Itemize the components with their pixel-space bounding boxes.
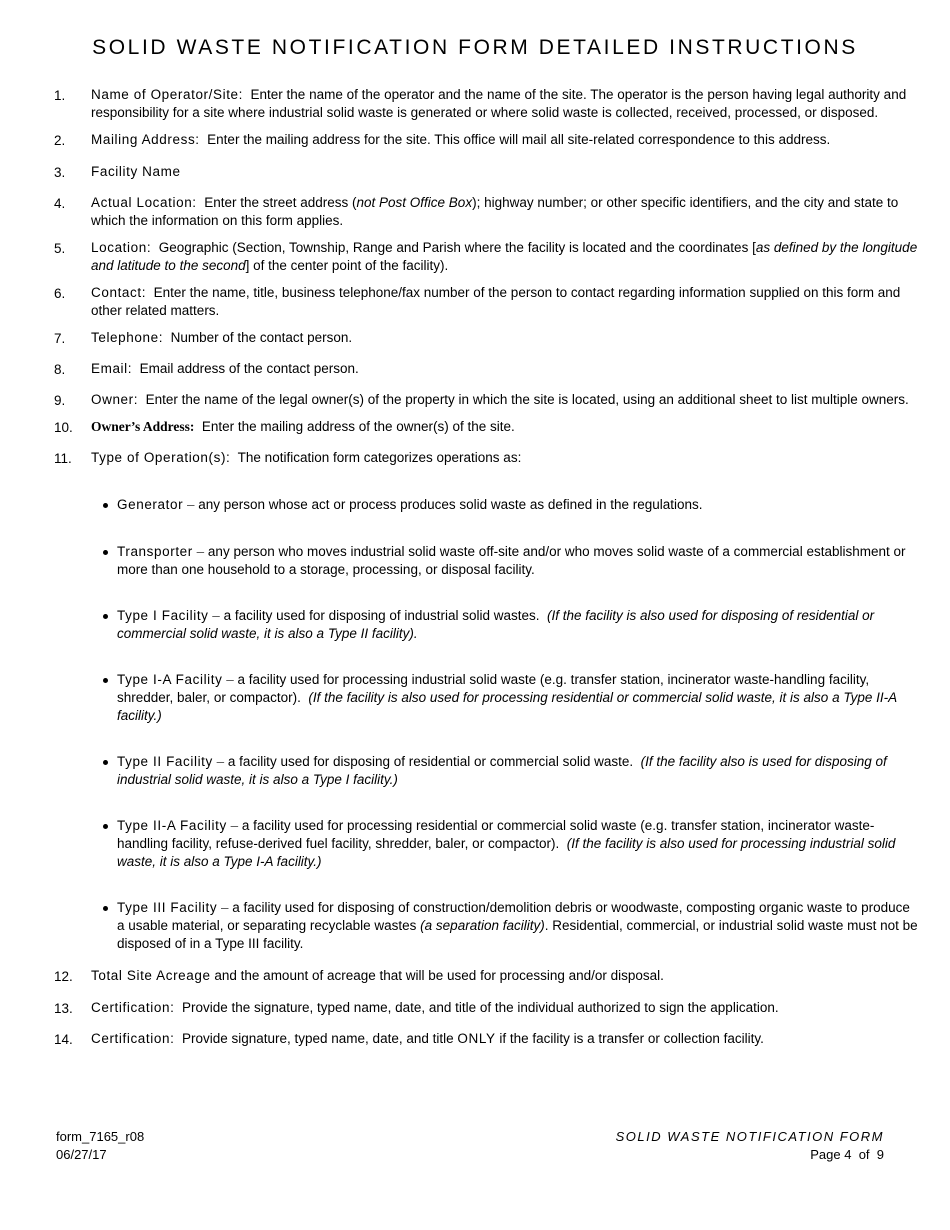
list-item xyxy=(91,817,920,871)
list-item xyxy=(54,999,920,1017)
operation-text: a facility used for disposing of construction/demolition debris or woodwaste, composting organic waste to produce a usable material, or separating recyclable wastes xyxy=(117,900,910,933)
operation-text-italic: (a separation facility) xyxy=(420,918,545,933)
item-label: Email: xyxy=(91,361,133,376)
item-text: Enter the mailing address of the owner(s) of the site. xyxy=(201,419,515,434)
item-number: 8. xyxy=(54,362,66,377)
operation-text: a facility used for disposing of residential or commercial solid waste. xyxy=(227,754,634,769)
item-text: Enter the mailing address for the site. This office will mail all site-related correspondence to this address. xyxy=(207,132,831,147)
form-date: 06/27/17 xyxy=(56,1147,107,1162)
list-item xyxy=(54,131,920,149)
item-text-italic: not Post Office Box xyxy=(356,195,473,210)
operation-text-italic: (If the facility is also used for processing residential or commercial solid waste, it is also a Type II-A facility.) xyxy=(117,690,897,723)
operation-text: any person whose act or process produces solid waste as defined in the regulations. xyxy=(198,497,703,512)
item-text: Enter the name, title, business telephone/fax number of the person to contact regarding information supplied on this form and other related matters. xyxy=(91,285,901,318)
list-item xyxy=(54,1030,920,1048)
item-text: Enter the name of the legal owner(s) of the property in which the site is located, using an additional sheet to list multiple owners. xyxy=(145,392,909,407)
item-label: Total Site Acreage xyxy=(91,968,211,983)
footer-right xyxy=(616,1128,884,1164)
list-item xyxy=(54,284,920,320)
bullet-icon xyxy=(103,614,108,619)
item-number: 3. xyxy=(54,165,66,180)
item-text: if the facility is a transfer or collection facility. xyxy=(499,1031,764,1046)
item-text: Number of the contact person. xyxy=(170,330,353,345)
list-item xyxy=(91,543,920,579)
list-item xyxy=(91,899,920,953)
list-item xyxy=(91,671,920,725)
item-number: 7. xyxy=(54,331,66,346)
list-item xyxy=(54,239,920,275)
item-text: The notification form categorizes operations as: xyxy=(237,450,522,465)
item-label: Telephone: xyxy=(91,330,164,345)
operation-text-italic: (If the facility is also used for disposing of residential or commercial solid waste, it is also a Type II facility). xyxy=(117,608,875,641)
bullet-icon xyxy=(103,550,108,555)
list-item xyxy=(91,607,920,643)
list-item xyxy=(54,391,920,409)
bullet-icon xyxy=(103,824,108,829)
item-number: 9. xyxy=(54,393,66,408)
item-text: ] of the center point of the facility). xyxy=(245,258,449,273)
item-text: Email address of the contact person. xyxy=(139,361,359,376)
operation-text-italic: (If the facility is also used for processing industrial solid waste, it is also a Type I-A facility.) xyxy=(117,836,896,869)
item-text: and the amount of acreage that will be used for processing and/or disposal. xyxy=(214,968,664,983)
item-text-italic: as defined by the longitude and latitude to the second xyxy=(91,240,918,273)
item-label: Mailing Address: xyxy=(91,132,200,147)
dash: – xyxy=(221,900,229,915)
item-number: 14. xyxy=(54,1032,73,1047)
item-label: Actual Location: xyxy=(91,195,197,210)
list-item xyxy=(54,418,920,436)
operation-label: Transporter xyxy=(117,544,193,559)
item-label: Location: xyxy=(91,240,152,255)
item-number: 13. xyxy=(54,1001,73,1016)
operation-label: Type I Facility xyxy=(117,608,209,623)
operation-text: a facility used for processing industrial solid waste (e.g. transfer station, incinerator waste-handling facility, shredder, baler, or compactor). xyxy=(117,672,870,705)
dash: – xyxy=(186,497,195,512)
item-number: 5. xyxy=(54,241,66,256)
dash: – xyxy=(230,818,239,833)
operation-label: Type III Facility xyxy=(117,900,218,915)
operation-text-italic: (If the facility also is used for disposing of industrial solid waste, it is also a Type I facility.) xyxy=(117,754,887,787)
page-word: Page xyxy=(810,1147,841,1162)
item-number: 4. xyxy=(54,196,66,211)
operation-text: any person who moves industrial solid waste off-site and/or who moves solid waste of a commercial establishment or more than one household to a storage, processing, or disposal facility. xyxy=(117,544,906,577)
bullet-icon xyxy=(103,906,108,911)
item-number: 1. xyxy=(54,88,66,103)
item-number: 2. xyxy=(54,133,66,148)
page-title: SOLID WASTE NOTIFICATION FORM DETAILED INSTRUCTIONS xyxy=(92,36,858,59)
operation-text: . Residential, commercial, or industrial solid waste must not be disposed of in a Type III facility. xyxy=(117,918,918,951)
bullet-icon xyxy=(103,503,108,508)
list-item xyxy=(54,360,920,378)
list-item xyxy=(54,194,920,230)
bullet-icon xyxy=(103,760,108,765)
item-label: Facility Name xyxy=(91,164,181,179)
list-item xyxy=(54,86,920,122)
item-text: Geographic (Section, Township, Range and Parish where the facility is located and the coordinates [ xyxy=(158,240,756,255)
item-label: Owner: xyxy=(91,392,139,407)
dash: – xyxy=(226,672,234,687)
item-label: Type of Operation(s): xyxy=(91,450,231,465)
dash: – xyxy=(212,608,220,623)
item-label: Certification: xyxy=(91,1031,175,1046)
item-label: Owner’s Address: xyxy=(91,419,195,434)
operation-text: a facility used for disposing of industrial solid wastes. xyxy=(223,608,540,623)
page-number: 4 xyxy=(844,1147,852,1162)
form-name: SOLID WASTE NOTIFICATION FORM xyxy=(615,1129,884,1144)
item-text: Provide signature, typed name, date, and title xyxy=(181,1031,454,1046)
list-item xyxy=(54,329,920,347)
operation-text: a facility used for processing residential or commercial solid waste (e.g. transfer station, incinerator waste-handling facility, refuse-derived fuel facility, shredder, baler, or compactor). xyxy=(117,818,875,851)
item-number: 6. xyxy=(54,286,66,301)
dash: – xyxy=(216,754,225,769)
item-label: Name of Operator/Site: xyxy=(91,87,244,102)
page-total: 9 xyxy=(876,1147,884,1162)
list-item xyxy=(91,496,920,514)
list-item xyxy=(54,967,920,985)
item-number: 10. xyxy=(54,420,73,435)
operations-list xyxy=(54,496,920,953)
item-label: Contact: xyxy=(91,285,147,300)
footer-left xyxy=(56,1128,144,1164)
dash: – xyxy=(196,544,205,559)
list-item xyxy=(54,449,920,467)
operation-label: Generator xyxy=(117,497,184,512)
bullet-icon xyxy=(103,678,108,683)
list-item xyxy=(91,753,920,789)
operation-label: Type II-A Facility xyxy=(117,818,227,833)
list-item xyxy=(54,163,920,181)
operation-label: Type II Facility xyxy=(117,754,213,769)
page-indicator xyxy=(616,1146,884,1164)
of-word: of xyxy=(858,1147,870,1162)
item-number: 11. xyxy=(54,451,72,466)
item-text-emphasis: ONLY xyxy=(457,1031,496,1046)
item-text: Enter the street address ( xyxy=(204,195,357,210)
form-id: form_7165_r08 xyxy=(56,1129,145,1144)
item-text: ); highway number; or other specific identifiers, and the city and state to which the information on this form applies. xyxy=(91,195,899,228)
instruction-list xyxy=(54,86,920,1048)
item-text: Enter the name of the operator and the name of the site. The operator is the person having legal authority and responsibility for a site where industrial solid waste is generated or where solid waste is collected, received, processed, or disposed. xyxy=(91,87,907,120)
item-label: Certification: xyxy=(91,1000,175,1015)
item-text: Provide the signature, typed name, date, and title of the individual authorized to sign the application. xyxy=(181,1000,779,1015)
item-number: 12. xyxy=(54,969,73,984)
operation-label: Type I-A Facility xyxy=(117,672,223,687)
